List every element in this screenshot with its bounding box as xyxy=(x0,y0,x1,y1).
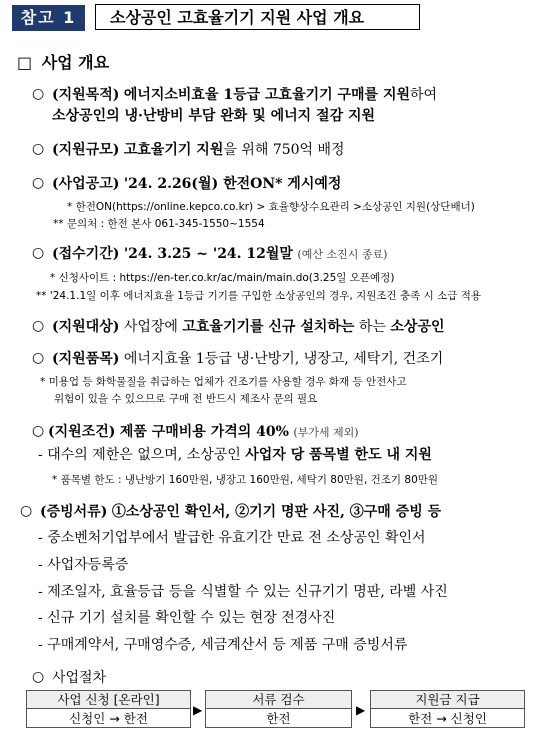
evidence-bullet: ○ xyxy=(20,503,33,519)
target-bullet: ○ xyxy=(32,318,45,334)
apply-line xyxy=(52,243,387,263)
evidence-item-text: 신규 기기 설치를 확인할 수 있는 현장 전경사진 xyxy=(47,610,336,626)
flow-step-body: 한전 xyxy=(266,711,291,726)
condition-sub-a: 대수의 제한은 없으며, 소상공인 xyxy=(47,447,241,463)
evidence-item: - 중소벤처기업부에서 발급한 유효기간 만료 전 소상공인 확인서 xyxy=(38,530,426,546)
apply-note-1: * 신청사이트 : https://en-ter.co.kr/ac/main/main.do(3.25일 오픈예정) xyxy=(50,272,395,284)
purpose-line-2 xyxy=(52,105,375,125)
scale-label: (지원규모) xyxy=(52,142,120,158)
evidence-item: - 구매계약서, 구매영수증, 세금계산서 등 제품 구매 증빙서류 xyxy=(38,637,408,653)
announce-note-1: * 한전ON(https://online.kepco.co.kr) > 효율향상수요관리 >소상공인 지원(상단배너) xyxy=(67,201,475,213)
document-title: 소상공인 고효율기기 지원 사업 개요 xyxy=(95,4,420,30)
scale-text-bold: 고효율기기 지원 xyxy=(123,142,224,158)
scale-bullet: ○ xyxy=(32,141,45,157)
scale-text-tail: 을 위해 750억 배정 xyxy=(223,142,345,158)
apply-note-2: ** '24.1.1일 이후 에너지효율 1등급 기기를 구입한 소상공인의 경우, 지원조건 충족 시 소급 적용 xyxy=(36,290,482,302)
purpose-text-tail: 하여 xyxy=(410,87,438,103)
section-marker: □ xyxy=(17,53,33,72)
scale-line xyxy=(52,139,345,159)
apply-text: '24. 3.25 ~ '24. 12월말 xyxy=(123,246,293,262)
evidence-item-text: 사업자등록증 xyxy=(47,557,129,573)
flow-step-body: 신청인 → 한전 xyxy=(69,711,148,726)
purpose-bullet: ○ xyxy=(32,86,45,102)
products-bullet: ○ xyxy=(32,350,45,366)
section-title: 사업 개요 xyxy=(41,53,110,72)
condition-note: * 품목별 한도 : 냉난방기 160만원, 냉장고 160만원, 세탁기 80만원, 건조기 80만원 xyxy=(52,474,439,486)
flow-step-head: 사업 신청 [온라인] xyxy=(27,691,190,709)
apply-bullet: ○ xyxy=(32,245,45,261)
flow-arrow-icon: ▶ xyxy=(193,703,203,717)
flow-step-body: 한전 → 신청인 xyxy=(408,711,487,726)
target-text-b: 고효율기기를 신규 설치하는 xyxy=(182,319,355,335)
condition-bullet: ○ xyxy=(32,423,45,439)
products-note-2: 위험이 있을 수 있으므로 구매 전 반드시 제조사 문의 필요 xyxy=(54,393,318,405)
target-line xyxy=(52,316,445,336)
target-text-a: 사업장에 xyxy=(123,319,178,335)
condition-label: (지원조건) xyxy=(48,424,116,440)
announce-line xyxy=(52,173,341,193)
purpose-label: (지원목적) xyxy=(52,87,120,103)
reference-tag: 참고 1 xyxy=(12,5,85,31)
purpose-text-bold: 에너지소비효율 1등급 고효율기기 구매를 지원 xyxy=(123,87,411,103)
target-text-d: 소상공인 xyxy=(390,319,445,335)
condition-text: 제품 구매비용 가격의 40% xyxy=(119,424,289,440)
condition-sub-b: 사업자 당 품목별 한도 내 지원 xyxy=(245,447,432,463)
products-label: (지원품목) xyxy=(52,351,120,367)
apply-label: (접수기간) xyxy=(52,246,120,262)
announce-label: (사업공고) xyxy=(52,176,120,192)
target-label: (지원대상) xyxy=(52,319,120,335)
flow-arrow-icon: ▶ xyxy=(356,703,366,717)
apply-paren: (예산 소진시 종료) xyxy=(297,248,388,261)
flow-step-head: 지원금 지급 xyxy=(371,691,524,709)
procedure-label: 사업절차 xyxy=(52,670,107,686)
products-text: 에너지효율 1등급 냉·난방기, 냉장고, 세탁기, 건조기 xyxy=(123,351,444,367)
evidence-item: - 제조일자, 효율등급 등을 식별할 수 있는 신규기기 명판, 라벨 사진 xyxy=(38,584,448,600)
purpose-text-2: 의 냉·난방비 부담 완화 및 에너지 절감 지원 xyxy=(106,108,376,124)
section-heading xyxy=(17,50,109,73)
target-text-c: 하는 xyxy=(358,319,386,335)
evidence-label: (증빙서류) xyxy=(40,504,108,520)
condition-line xyxy=(48,421,359,441)
purpose-line-1 xyxy=(52,84,437,104)
evidence-text: ①소상공인 확인서, ②기기 명판 사진, ③구매 증빙 등 xyxy=(111,504,442,520)
flow-step-apply xyxy=(26,690,191,728)
evidence-item: - 신규 기기 설치를 확인할 수 있는 현장 전경사진 xyxy=(38,610,336,626)
announce-note-2: ** 문의처 : 한전 본사 061-345-1550~1554 xyxy=(53,218,265,230)
purpose-subject: 소상공인 xyxy=(52,108,107,124)
evidence-item-text: 중소벤처기업부에서 발급한 유효기간 만료 전 소상공인 확인서 xyxy=(47,530,426,546)
evidence-line xyxy=(40,501,441,521)
products-note-1: * 미용업 등 화학물질을 취급하는 업체가 건조기를 사용할 경우 화재 등 안전사고 xyxy=(40,376,407,388)
flow-step-head: 서류 검수 xyxy=(206,691,351,709)
evidence-item: - 사업자등록증 xyxy=(38,557,129,573)
flow-step-review xyxy=(205,690,352,728)
condition-sub-dash: - xyxy=(38,447,43,463)
products-line xyxy=(52,348,443,368)
condition-paren: (부가세 제외) xyxy=(293,426,359,439)
announce-text: '24. 2.26(월) 한전ON* 게시예정 xyxy=(123,176,342,192)
condition-sub-line xyxy=(38,444,432,464)
flow-step-payment xyxy=(370,690,525,728)
evidence-item-text: 구매계약서, 구매영수증, 세금계산서 등 제품 구매 증빙서류 xyxy=(47,637,408,653)
evidence-item-text: 제조일자, 효율등급 등을 식별할 수 있는 신규기기 명판, 라벨 사진 xyxy=(47,584,448,600)
procedure-bullet: ○ xyxy=(32,669,45,685)
announce-bullet: ○ xyxy=(32,175,45,191)
